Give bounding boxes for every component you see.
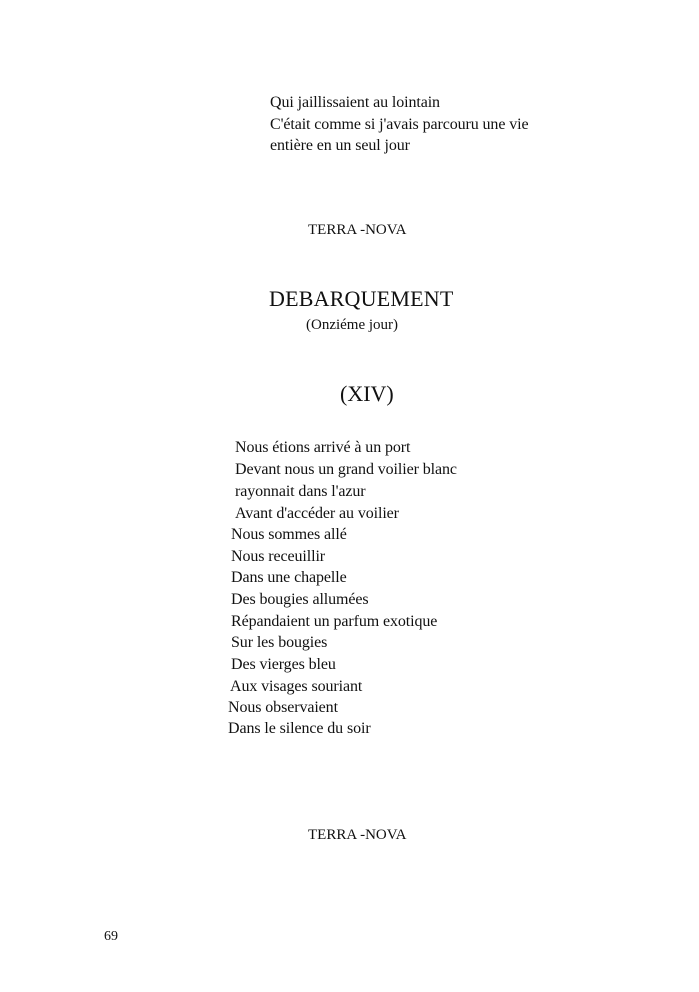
poem-line: Nous étions arrivé à un port — [235, 439, 411, 456]
poem-line: Des vierges bleu — [231, 656, 336, 673]
previous-poem-line: Qui jaillissaient au lointain — [270, 94, 440, 111]
poem-signature: TERRA -NOVA — [308, 827, 407, 843]
poem-line: Des bougies allumées — [231, 591, 369, 608]
poem-line: Nous receuillir — [231, 548, 326, 565]
poem-line: Devant nous un grand voilier blanc — [235, 461, 457, 478]
poem-line: rayonnait dans l'azur — [235, 483, 366, 500]
poem-line: Nous sommes allé — [231, 526, 347, 543]
previous-poem-line: C'était comme si j'avais parcouru une vie — [270, 116, 529, 133]
previous-poem-signature: TERRA -NOVA — [308, 222, 407, 238]
poem-line: Aux visages souriant — [230, 678, 363, 695]
poem-title: DEBARQUEMENT — [269, 286, 454, 311]
previous-poem-line: entière en un seul jour — [270, 137, 410, 154]
poem-line: Avant d'accéder au voilier — [235, 505, 399, 522]
poem-subtitle: (Onziéme jour) — [306, 317, 399, 333]
poem-line: Sur les bougies — [231, 634, 328, 651]
page-number: 69 — [104, 929, 118, 944]
poem-line: Répandaient un parfum exotique — [231, 613, 438, 630]
poem-line: Dans une chapelle — [231, 569, 347, 586]
poem-line: Dans le silence du soir — [228, 720, 371, 737]
poem-numeral: (XIV) — [340, 381, 394, 406]
poem-line: Nous observaient — [228, 699, 338, 716]
